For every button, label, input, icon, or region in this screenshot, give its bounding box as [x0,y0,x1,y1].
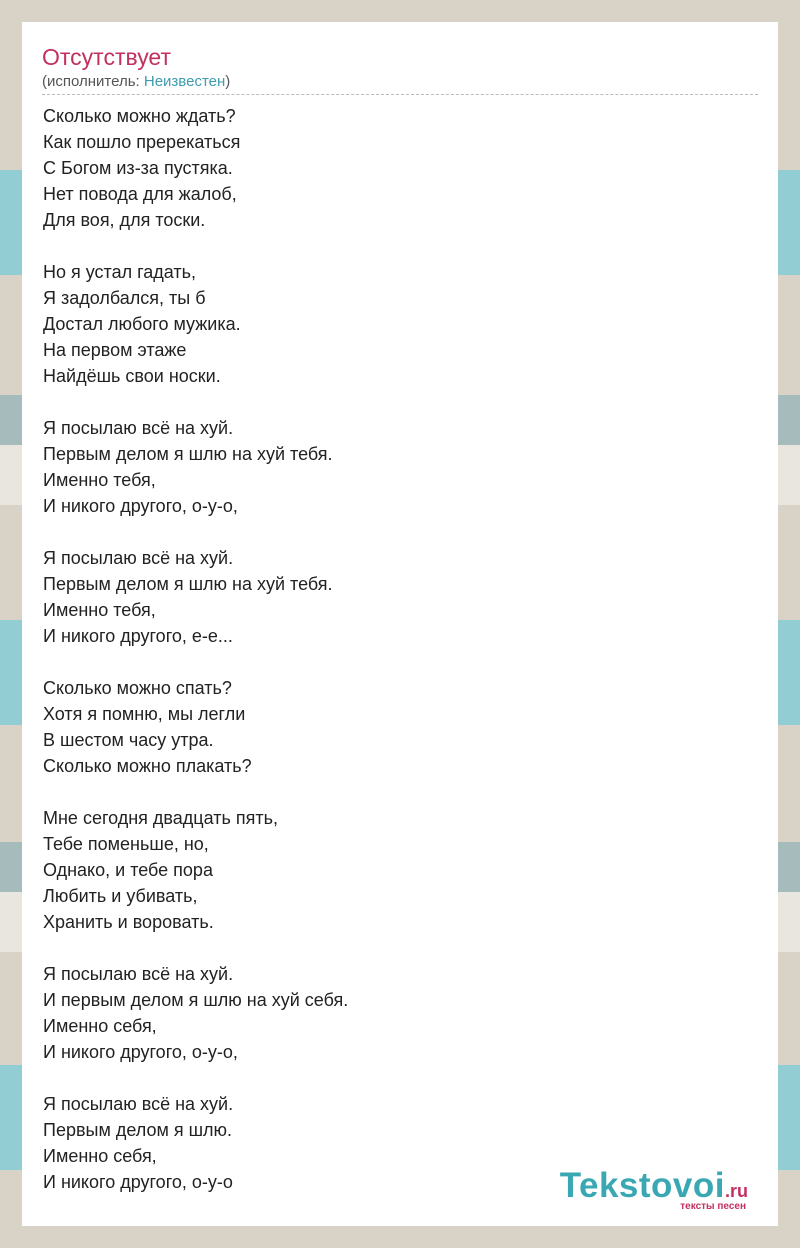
lyrics-line: Найдёшь свои носки. [43,366,221,386]
lyrics-line: Нет повода для жалоб, [43,184,237,204]
lyrics-line: Хранить и воровать. [43,912,214,932]
lyrics-line: Сколько можно ждать? [43,106,236,126]
lyrics-stanza [43,961,348,1065]
lyrics-card [22,22,778,1226]
lyrics-stanza [43,415,348,519]
lyrics-line: Первым делом я шлю на хуй тебя. [43,444,333,464]
lyrics-line: И никого другого, о-у-о [43,1172,233,1192]
lyrics-line: И никого другого, о-у-о, [43,1042,238,1062]
lyrics-stanza [43,259,348,389]
lyrics-text [43,103,348,1221]
logo-tagline: тексты песен [680,1201,746,1212]
logo-name: Tekstovoi [559,1166,725,1205]
lyrics-stanza [43,1091,348,1195]
lyrics-line: Хотя я помню, мы легли [43,704,246,724]
artist-line [42,72,230,92]
lyrics-line: Первым делом я шлю. [43,1120,233,1140]
lyrics-line: Как пошло пререкаться [43,132,241,152]
lyrics-stanza [43,545,348,649]
lyrics-stanza [43,805,348,935]
lyrics-line: На первом этаже [43,340,187,360]
title-divider [42,94,758,95]
lyrics-line: В шестом часу утра. [43,730,214,750]
lyrics-line: Я посылаю всё на хуй. [43,964,234,984]
lyrics-line: Я посылаю всё на хуй. [43,1094,234,1114]
lyrics-line: Любить и убивать, [43,886,198,906]
lyrics-line: Однако, и тебе пора [43,860,213,880]
lyrics-line: Первым делом я шлю на хуй тебя. [43,574,333,594]
lyrics-line: Достал любого мужика. [43,314,241,334]
lyrics-line: И никого другого, о-у-о, [43,496,238,516]
lyrics-line: С Богом из-за пустяка. [43,158,233,178]
lyrics-stanza [43,103,348,233]
lyrics-line: Сколько можно спать? [43,678,232,698]
lyrics-line: Тебе поменьше, но, [43,834,209,854]
lyrics-line: Сколько можно плакать? [43,756,252,776]
lyrics-line: И никого другого, е-е... [43,626,233,646]
lyrics-line: И первым делом я шлю на хуй себя. [43,990,349,1010]
lyrics-line: Именно тебя, [43,600,156,620]
lyrics-line: Именно тебя, [43,470,156,490]
lyrics-line: Я задолбался, ты б [43,288,206,308]
lyrics-line: Именно себя, [43,1016,157,1036]
lyrics-line: Именно себя, [43,1146,157,1166]
lyrics-line: Но я устал гадать, [43,262,197,282]
lyrics-line: Я посылаю всё на хуй. [43,548,234,568]
artist-prefix: (исполнитель: [42,73,144,90]
artist-link[interactable]: Неизвестен [143,73,226,90]
song-title: Отсутствует [42,44,171,70]
artist-suffix: ) [225,73,231,90]
lyrics-stanza [43,675,348,779]
site-logo[interactable] [559,1166,748,1212]
lyrics-line: Я посылаю всё на хуй. [43,418,234,438]
lyrics-line: Для воя, для тоски. [43,210,206,230]
logo-tld: .ru [724,1181,748,1201]
lyrics-line: Мне сегодня двадцать пять, [43,808,278,828]
